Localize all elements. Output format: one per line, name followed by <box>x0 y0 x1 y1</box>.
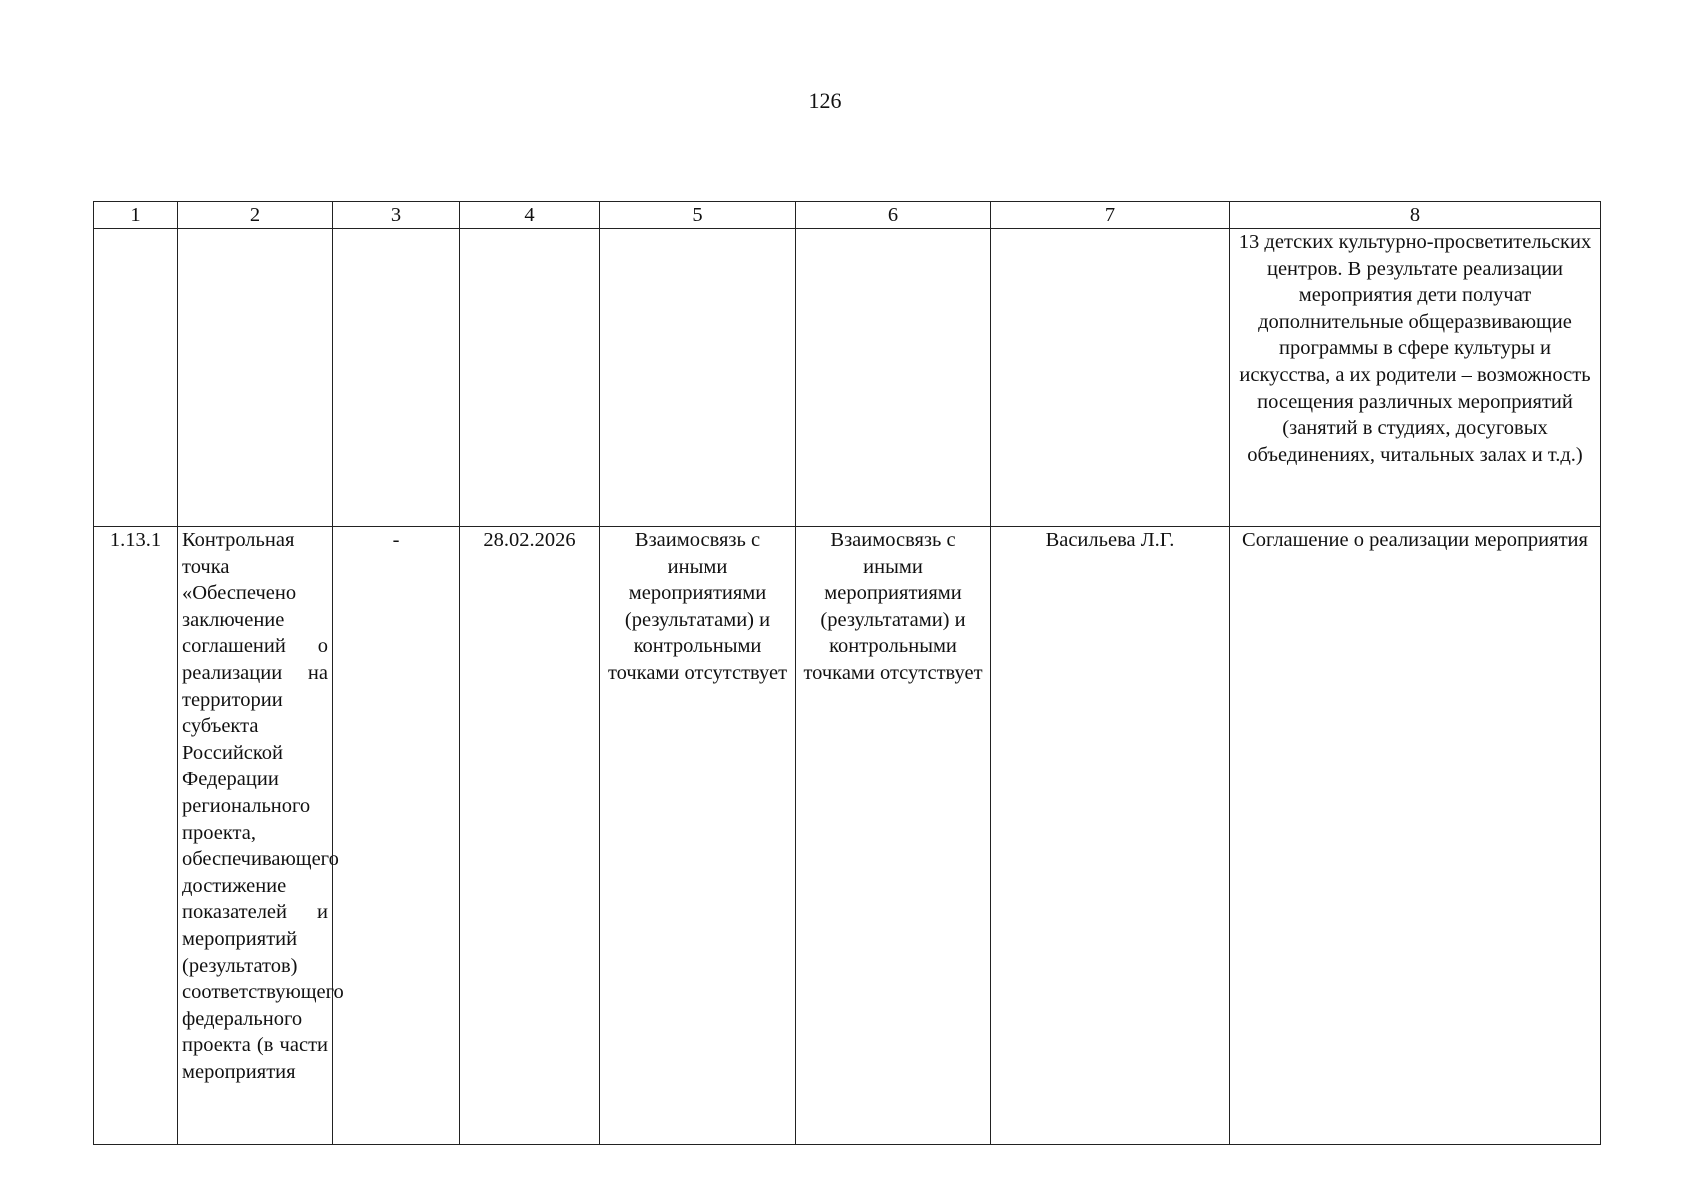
document-cell: Соглашение о реализации мероприятия <box>1230 527 1601 1145</box>
continuation-cell-3 <box>333 229 460 527</box>
column-number-4: 4 <box>460 202 600 229</box>
column-number-1: 1 <box>94 202 178 229</box>
page-number: 126 <box>808 88 842 113</box>
continuation-row <box>94 229 1601 527</box>
continuation-cell-2 <box>178 229 333 527</box>
row-number-cell: 1.13.1 <box>94 527 178 1145</box>
measures-table <box>93 201 1601 1145</box>
relation-cell-6: Взаимосвязь с иными мероприятиями (результатами) и контрольными точками отсутствует <box>796 527 991 1145</box>
column-number-6: 6 <box>796 202 991 229</box>
continuation-cell-7 <box>991 229 1230 527</box>
table-row <box>94 527 1601 1145</box>
column-number-row <box>94 202 1601 229</box>
column-number-7: 7 <box>991 202 1230 229</box>
column-number-8: 8 <box>1230 202 1601 229</box>
continuation-cell-6 <box>796 229 991 527</box>
column-number-5: 5 <box>600 202 796 229</box>
column-number-2: 2 <box>178 202 333 229</box>
column-number-3: 3 <box>333 202 460 229</box>
continuation-cell-8: 13 детских культурно-просветительских центров. В результате реализации мероприятия дети получат дополнительные общеразвивающие программы в сфере культуры и искусства, а их родители – возможность посещения различных мероприятий (занятий в студиях, досуговых объединениях, читальных залах и т.д.) <box>1230 229 1601 527</box>
continuation-cell-1 <box>94 229 178 527</box>
date-cell: 28.02.2026 <box>460 527 600 1145</box>
continuation-cell-4 <box>460 229 600 527</box>
column-3-cell: - <box>333 527 460 1145</box>
responsible-cell: Васильева Л.Г. <box>991 527 1230 1145</box>
relation-cell-5: Взаимосвязь с иными мероприятиями (результатами) и контрольными точками отсутствует <box>600 527 796 1145</box>
continuation-cell-5 <box>600 229 796 527</box>
control-point-name-cell: Контрольная точка «Обеспечено заключение соглашений о реализации на территории субъекта Российской Федерации регионального проекта, обеспечивающего достижение показателей и мероприятий (результатов) соответствующего федерального проекта (в части мероприятия <box>178 527 333 1145</box>
